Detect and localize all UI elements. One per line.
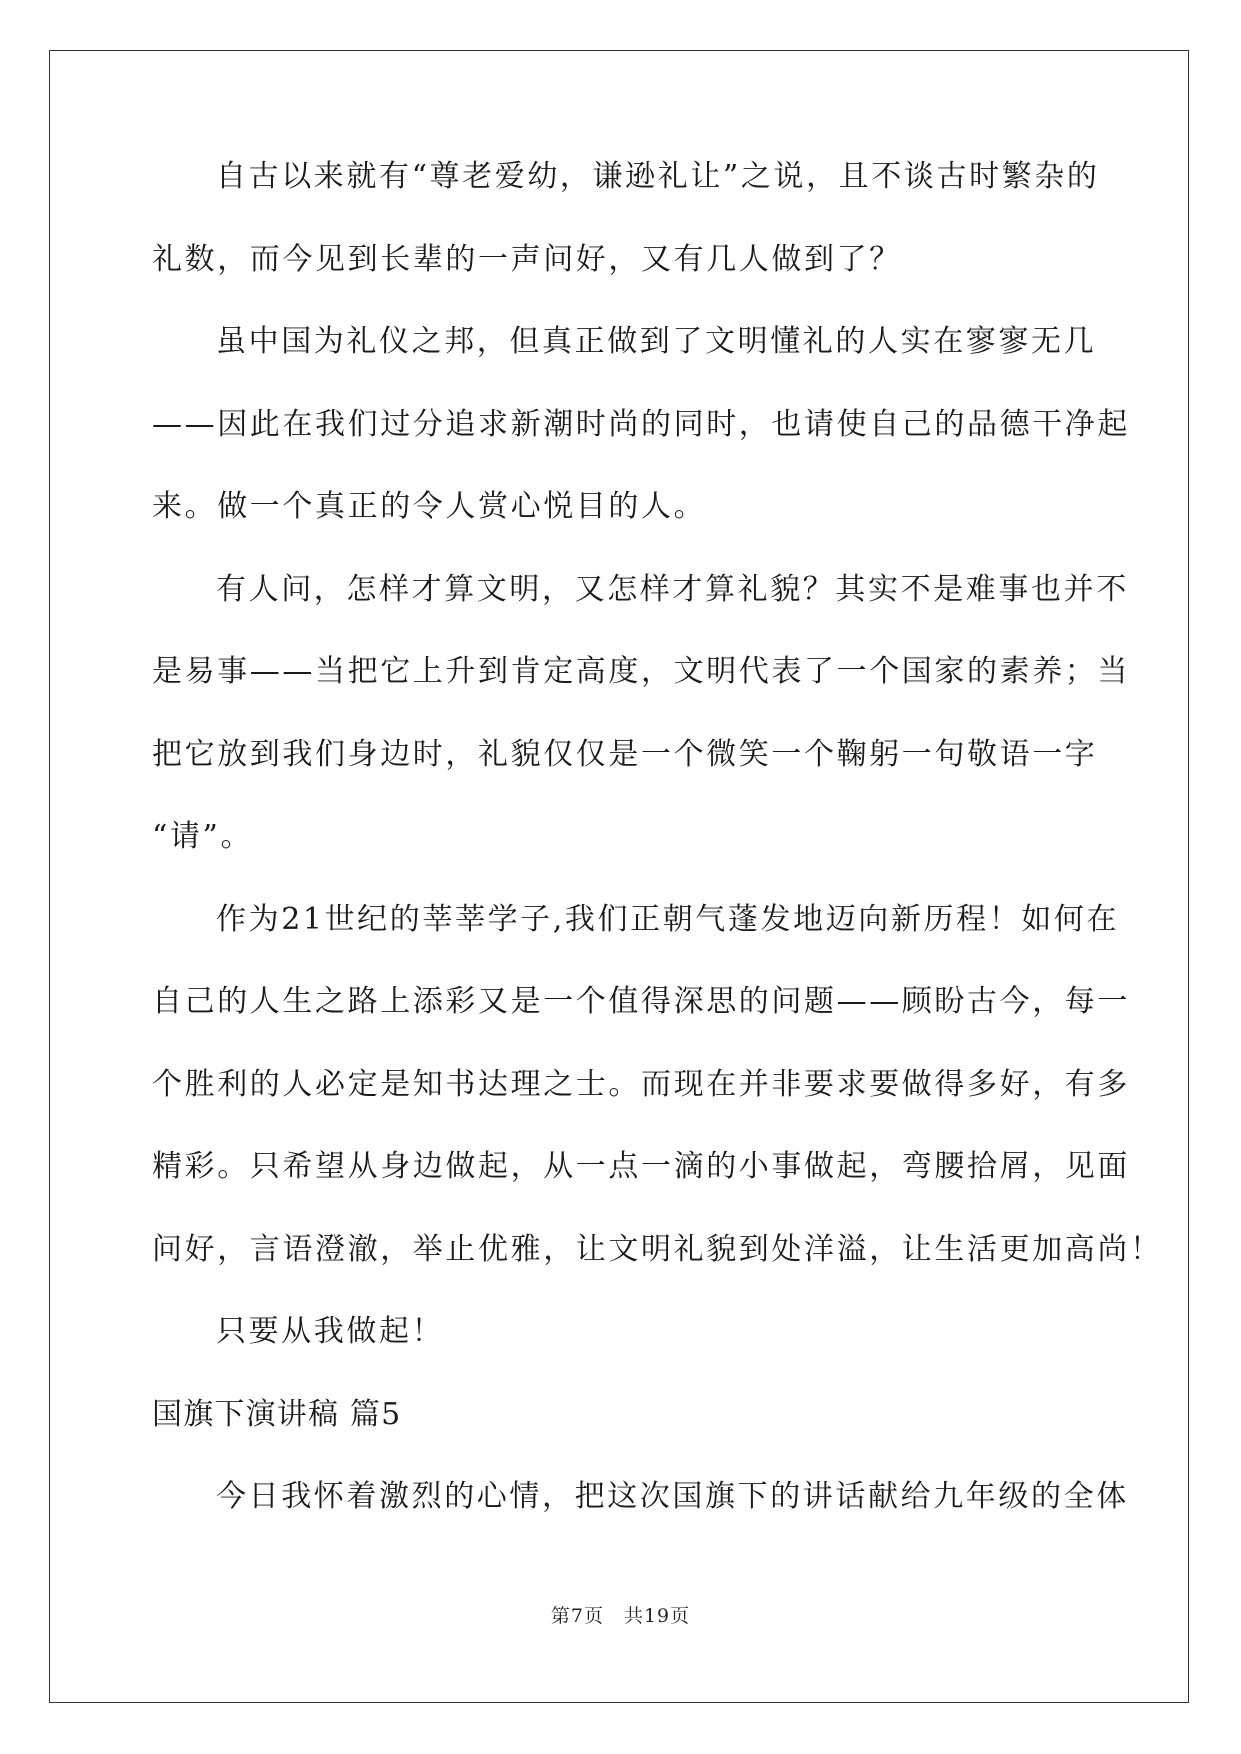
text-line: 个胜利的人必定是知书达理之士。而现在并非要求要做得多好，有多 [152, 1066, 1130, 1102]
text-line: 作为21世纪的莘莘学子,我们正朝气蓬发地迈向新历程！如何在 [216, 901, 1120, 937]
page-number-footer: 第7页 共19页 [550, 1605, 691, 1627]
text-line: 有人问，怎样才算文明，又怎样才算礼貌？其实不是难事也并不 [216, 571, 1129, 607]
document-body [152, 159, 1163, 1563]
text-line: 自己的人生之路上添彩又是一个值得深思的问题——顾盼古今，每一 [152, 984, 1130, 1019]
text-line: 把它放到我们身边时，礼貌仅仅是一个微笑一个鞠躬一句敬语一字 [152, 736, 1098, 772]
text-line: 来。做一个真正的令人赏心悦目的人。 [152, 489, 707, 524]
section-heading: 国旗下演讲稿 篇5 [152, 1396, 402, 1432]
text-line: ——因此在我们过分追求新潮时尚的同时，也请使自己的品德干净起 [152, 406, 1130, 442]
text-line: 自古以来就有“尊老爱幼，谦逊礼让”之说，且不谈古时繁杂的 [216, 159, 1100, 194]
text-line: 只要从我做起！ [216, 1314, 445, 1349]
text-line: 礼数，而今见到长辈的一声问好，又有几人做到了？ [152, 241, 902, 277]
text-line: 虽中国为礼仪之邦，但真正做到了文明懂礼的人实在寥寥无几 [216, 324, 1097, 359]
text-line: “请”。 [152, 819, 254, 854]
text-line: 问好，言语澄澈，举止优雅，让文明礼貌到处洋溢，让生活更加高尚！ [152, 1231, 1163, 1267]
text-line: 精彩。只希望从身边做起，从一点一滴的小事做起，弯腰拾屑，见面 [152, 1149, 1130, 1184]
text-line: 今日我怀着激烈的心情，把这次国旗下的讲话献给九年级的全体 [216, 1479, 1129, 1514]
text-line: 是易事——当把它上升到肯定高度，文明代表了一个国家的素养；当 [152, 654, 1130, 689]
